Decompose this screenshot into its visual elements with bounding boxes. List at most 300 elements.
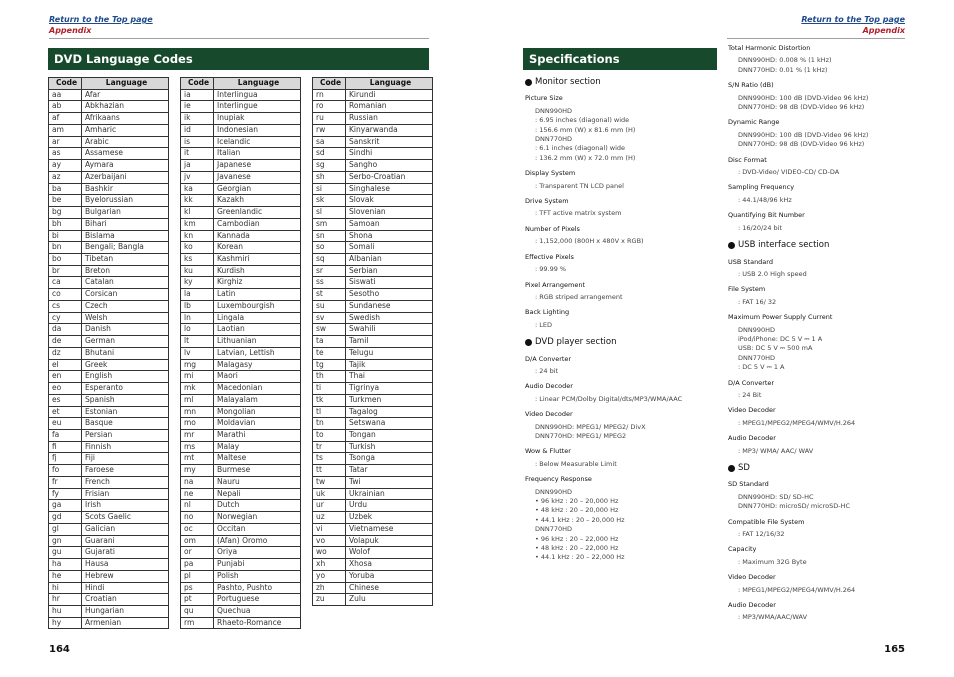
spec-item <box>525 225 720 247</box>
language-name-cell: French <box>82 476 169 488</box>
language-code-cell: dz <box>49 347 82 359</box>
spec-label: Effective Pixels <box>525 252 574 261</box>
bullet-icon <box>525 79 532 86</box>
language-name-cell: Portuguese <box>214 594 301 606</box>
language-name-cell: Albanian <box>346 253 433 265</box>
language-name-cell: Telugu <box>346 347 433 359</box>
table-row <box>181 218 301 230</box>
language-code-cell: he <box>49 570 82 582</box>
table-row <box>181 594 301 606</box>
language-code-cell: ru <box>313 113 346 125</box>
spec-value: : Maximum 32G Byte <box>738 557 807 566</box>
table-row <box>49 230 169 242</box>
table-row <box>313 476 433 488</box>
language-name-cell: Fiji <box>82 453 169 465</box>
language-name-cell: Moldavian <box>214 418 301 430</box>
language-code-cell: ro <box>313 101 346 113</box>
spec-item <box>525 410 720 441</box>
language-name-cell: Xhosa <box>346 559 433 571</box>
spec-label: Wow & Flutter <box>525 447 571 456</box>
table-row <box>49 617 169 629</box>
language-name-cell: Arabic <box>82 136 169 148</box>
table-row <box>49 136 169 148</box>
language-code-cell: eo <box>49 383 82 395</box>
spec-value: : 44.1/48/96 kHz <box>738 195 792 204</box>
language-code-cell: ko <box>181 242 214 254</box>
table-row <box>313 136 433 148</box>
language-name-cell: Spanish <box>82 394 169 406</box>
spec-label: Audio Decoder <box>525 382 573 391</box>
language-name-cell: Finnish <box>82 441 169 453</box>
language-name-cell: Punjabi <box>214 559 301 571</box>
language-code-cell: fi <box>49 441 82 453</box>
language-name-cell: Lithuanian <box>214 336 301 348</box>
spec-label: Video Decoder <box>728 406 776 415</box>
language-code-cell: eu <box>49 418 82 430</box>
language-code-cell: fr <box>49 476 82 488</box>
table-row <box>49 606 169 618</box>
language-name-cell: Azerbaijani <box>82 171 169 183</box>
language-name-cell: Polish <box>214 570 301 582</box>
page-number-left: 164 <box>49 644 70 655</box>
spec-value: DNN770HD: 98 dB (DVD-Video 96 kHz) <box>738 103 865 112</box>
table-row <box>49 535 169 547</box>
subsection-heading-text: DVD player section <box>535 337 617 348</box>
language-code-cell: ba <box>49 183 82 195</box>
language-code-cell: pt <box>181 594 214 606</box>
language-code-cell: ky <box>181 277 214 289</box>
language-name-cell: Nepali <box>214 488 301 500</box>
language-name-cell: Tongan <box>346 430 433 442</box>
table-row <box>181 488 301 500</box>
language-name-cell: Swahili <box>346 324 433 336</box>
language-code-cell: si <box>313 183 346 195</box>
language-code-cell: rn <box>313 89 346 101</box>
language-code-cell: af <box>49 113 82 125</box>
language-name-cell: Georgian <box>214 183 301 195</box>
spec-label: Sampling Frequency <box>728 183 795 192</box>
table-row <box>181 500 301 512</box>
table-row <box>49 559 169 571</box>
language-name-cell: Tajik <box>346 359 433 371</box>
spec-label: Frequency Response <box>525 475 592 484</box>
table-row <box>313 523 433 535</box>
language-code-cell: tt <box>313 465 346 477</box>
language-code-cell: mr <box>181 430 214 442</box>
spec-value: • 44.1 kHz : 20 – 20,000 Hz <box>535 515 625 524</box>
language-code-cell: no <box>181 512 214 524</box>
table-row <box>49 277 169 289</box>
table-header-row <box>181 78 301 90</box>
language-code-cell: oc <box>181 523 214 535</box>
language-code-cell: ga <box>49 500 82 512</box>
table-row <box>181 289 301 301</box>
spec-value: : RGB striped arrangement <box>535 292 623 301</box>
language-name-cell: Frisian <box>82 488 169 500</box>
language-code-cell: sd <box>313 148 346 160</box>
spec-value: • 44.1 kHz : 20 – 22,000 Hz <box>535 553 625 562</box>
language-code-cell: st <box>313 289 346 301</box>
table-row <box>49 195 169 207</box>
table-row <box>313 253 433 265</box>
language-code-cell: de <box>49 336 82 348</box>
language-code-cell: ts <box>313 453 346 465</box>
table-row <box>49 570 169 582</box>
spec-item <box>728 601 908 623</box>
table-row <box>313 547 433 559</box>
language-name-cell: Kannada <box>214 230 301 242</box>
spec-value: DNN990HD <box>738 325 776 334</box>
spec-item <box>728 156 908 178</box>
language-name-cell: Sanskrit <box>346 136 433 148</box>
language-code-cell: as <box>49 148 82 160</box>
return-top-link-left[interactable]: Return to the Top page <box>49 15 153 24</box>
spec-value: : 24 bit <box>535 366 559 375</box>
language-code-cell: tk <box>313 394 346 406</box>
spec-value: : TFT active matrix system <box>535 209 622 218</box>
language-name-cell: Hausa <box>82 559 169 571</box>
table-row <box>181 570 301 582</box>
language-name-cell: Slovenian <box>346 207 433 219</box>
table-row <box>49 160 169 172</box>
language-name-cell: Malagasy <box>214 359 301 371</box>
table-header-row <box>49 78 169 90</box>
language-name-cell: Maltese <box>214 453 301 465</box>
spec-label: Maximum Power Supply Current <box>728 313 833 322</box>
spec-value: : DC 5 V ⎓ 1 A <box>738 363 785 372</box>
table-row <box>49 359 169 371</box>
table-row <box>313 171 433 183</box>
language-code-cell: hu <box>49 606 82 618</box>
spec-label: Display System <box>525 169 576 178</box>
language-name-cell: (Afan) Oromo <box>214 535 301 547</box>
language-name-cell: Danish <box>82 324 169 336</box>
language-code-cell: ml <box>181 394 214 406</box>
table-row <box>181 312 301 324</box>
spec-column-1 <box>525 70 720 569</box>
language-name-cell: Nauru <box>214 476 301 488</box>
language-code-cell: ar <box>49 136 82 148</box>
table-row <box>313 277 433 289</box>
table-row <box>313 570 433 582</box>
spec-item <box>728 573 908 595</box>
spec-value: : FAT 16/ 32 <box>738 297 777 306</box>
table-row <box>49 242 169 254</box>
table-header-row <box>313 78 433 90</box>
language-name-cell: Faroese <box>82 465 169 477</box>
language-name-cell: Czech <box>82 300 169 312</box>
table-row <box>181 171 301 183</box>
language-code-cell: gd <box>49 512 82 524</box>
spec-value: DNN770HD: MPEG1/ MPEG2 <box>535 431 627 440</box>
language-name-cell: Abkhazian <box>82 101 169 113</box>
table-row <box>181 300 301 312</box>
table-row <box>49 418 169 430</box>
language-name-cell: Serbo-Croatian <box>346 171 433 183</box>
language-code-cell: ks <box>181 253 214 265</box>
language-name-cell: Armenian <box>82 617 169 629</box>
spec-label: S/N Ratio (dB) <box>728 81 774 90</box>
language-code-cell: cs <box>49 300 82 312</box>
spec-label: Capacity <box>728 545 757 554</box>
language-name-cell: Twi <box>346 476 433 488</box>
language-name-cell: Sindhi <box>346 148 433 160</box>
language-name-cell: Malay <box>214 441 301 453</box>
language-code-cell: cy <box>49 312 82 324</box>
language-name-cell: Laotian <box>214 324 301 336</box>
spec-subsection-heading <box>728 241 908 250</box>
language-name-cell: Burmese <box>214 465 301 477</box>
language-name-cell: Bislama <box>82 230 169 242</box>
subsection-heading-text: Monitor section <box>535 77 601 87</box>
language-name-cell: Basque <box>82 418 169 430</box>
language-name-cell: Aymara <box>82 160 169 172</box>
table-row <box>49 476 169 488</box>
spec-value: : 16/20/24 bit <box>738 223 782 232</box>
table-row <box>181 547 301 559</box>
spec-value: : MP3/WMA/AAC/WAV <box>738 613 808 622</box>
language-code-cell: sn <box>313 230 346 242</box>
spec-item <box>525 281 720 303</box>
language-code-table-3 <box>312 77 433 606</box>
spec-value: DNN990HD: MPEG1/ MPEG2/ DivX <box>535 422 646 431</box>
table-row <box>49 441 169 453</box>
table-row <box>49 394 169 406</box>
spec-label: Picture Size <box>525 94 563 103</box>
language-code-cell: ia <box>181 89 214 101</box>
spec-item <box>525 169 720 191</box>
language-name-cell: Bhutani <box>82 347 169 359</box>
table-row <box>313 218 433 230</box>
language-code-cell: sq <box>313 253 346 265</box>
spec-value: : MPEG1/MPEG2/MPEG4/WMV/H.264 <box>738 418 856 427</box>
language-code-cell: ka <box>181 183 214 195</box>
language-name-cell: Mongolian <box>214 406 301 418</box>
language-code-cell: sh <box>313 171 346 183</box>
language-name-cell: Bashkir <box>82 183 169 195</box>
table-row <box>181 606 301 618</box>
language-code-cell: tr <box>313 441 346 453</box>
code-column-header: Code <box>313 78 346 90</box>
language-name-cell: Esperanto <box>82 383 169 395</box>
language-code-cell: es <box>49 394 82 406</box>
language-code-cell: kn <box>181 230 214 242</box>
language-name-cell: Norwegian <box>214 512 301 524</box>
table-row <box>181 253 301 265</box>
language-name-cell: Irish <box>82 500 169 512</box>
spec-item <box>728 480 908 511</box>
language-name-cell: Assamese <box>82 148 169 160</box>
spec-value: DNN990HD: SD/ SD-HC <box>738 492 814 501</box>
table-row <box>49 89 169 101</box>
spec-value: DNN770HD <box>535 525 573 534</box>
spec-item <box>728 406 908 428</box>
spec-label: Quantifying Bit Number <box>728 211 805 220</box>
language-code-cell: et <box>49 406 82 418</box>
language-code-cell: to <box>313 430 346 442</box>
spec-subsection-heading <box>728 464 908 473</box>
language-column-header: Language <box>82 78 169 90</box>
table-row <box>313 441 433 453</box>
language-name-cell: Urdu <box>346 500 433 512</box>
table-row <box>49 594 169 606</box>
table-row <box>313 300 433 312</box>
language-name-cell: Gujarati <box>82 547 169 559</box>
language-code-cell: ja <box>181 160 214 172</box>
subsection-heading-text: USB interface section <box>738 240 830 251</box>
table-row <box>313 324 433 336</box>
table-row <box>181 89 301 101</box>
spec-value: : LED <box>535 320 552 329</box>
language-code-cell: ku <box>181 265 214 277</box>
language-code-cell: el <box>49 359 82 371</box>
table-row <box>49 312 169 324</box>
appendix-label-left: Appendix <box>49 26 92 35</box>
spec-value: : DVD-Video/ VIDEO-CD/ CD-DA <box>738 168 840 177</box>
table-row <box>313 512 433 524</box>
language-code-cell: bh <box>49 218 82 230</box>
spec-value: : 136.2 mm (W) x 72.0 mm (H) <box>535 153 636 162</box>
language-code-cell: qu <box>181 606 214 618</box>
table-row <box>313 289 433 301</box>
table-row <box>313 160 433 172</box>
dvd-language-codes-title: DVD Language Codes <box>48 48 429 70</box>
language-code-cell: hy <box>49 617 82 629</box>
language-name-cell: Scots Gaelic <box>82 512 169 524</box>
language-code-cell: hr <box>49 594 82 606</box>
table-row <box>181 347 301 359</box>
appendix-label-right: Appendix <box>862 26 905 35</box>
language-name-cell: Tagalog <box>346 406 433 418</box>
language-name-cell: Hungarian <box>82 606 169 618</box>
language-code-cell: ie <box>181 101 214 113</box>
language-code-cell: ab <box>49 101 82 113</box>
language-name-cell: Pashto, Pushto <box>214 582 301 594</box>
table-row <box>181 582 301 594</box>
table-row <box>313 418 433 430</box>
language-code-cell: mg <box>181 359 214 371</box>
table-row <box>49 171 169 183</box>
language-code-cell: kk <box>181 195 214 207</box>
language-code-cell: ik <box>181 113 214 125</box>
language-name-cell: Greenlandic <box>214 207 301 219</box>
table-row <box>49 465 169 477</box>
spec-label: Video Decoder <box>525 410 573 419</box>
language-name-cell: Sundanese <box>346 300 433 312</box>
table-row <box>181 148 301 160</box>
language-name-cell: English <box>82 371 169 383</box>
table-row <box>181 113 301 125</box>
language-code-cell: lt <box>181 336 214 348</box>
language-code-cell: am <box>49 124 82 136</box>
return-top-link-right[interactable]: Return to the Top page <box>801 15 905 24</box>
spec-value: : 156.6 mm (W) x 81.6 mm (H) <box>535 125 636 134</box>
table-row <box>49 101 169 113</box>
table-row <box>313 465 433 477</box>
language-name-cell: Samoan <box>346 218 433 230</box>
spec-item <box>728 379 908 401</box>
table-row <box>49 430 169 442</box>
spec-value: DNN770HD: microSD/ microSD-HC <box>738 502 851 511</box>
spec-value: : Below Measurable Limit <box>535 459 617 468</box>
language-code-cell: mo <box>181 418 214 430</box>
table-row <box>181 418 301 430</box>
spec-item <box>728 258 908 280</box>
language-code-cell: bo <box>49 253 82 265</box>
table-row <box>313 582 433 594</box>
language-code-cell: rm <box>181 617 214 629</box>
spec-value: DNN990HD: 100 dB (DVD-Video 96 kHz) <box>738 130 869 139</box>
table-row <box>181 430 301 442</box>
language-name-cell: Vietnamese <box>346 523 433 535</box>
table-row <box>49 512 169 524</box>
bullet-icon <box>728 242 735 249</box>
language-code-cell: lv <box>181 347 214 359</box>
spec-value: : 99.99 % <box>535 265 567 274</box>
table-row <box>313 500 433 512</box>
language-name-cell: Hebrew <box>82 570 169 582</box>
language-code-cell: hi <box>49 582 82 594</box>
language-code-cell: sk <box>313 195 346 207</box>
table-row <box>49 183 169 195</box>
spec-item <box>525 355 720 377</box>
language-name-cell: Afrikaans <box>82 113 169 125</box>
table-row <box>49 371 169 383</box>
language-code-cell: jv <box>181 171 214 183</box>
spec-value: DNN990HD <box>535 487 573 496</box>
spec-value: : Linear PCM/Dolby Digital/dts/MP3/WMA/AAC <box>535 394 683 403</box>
spec-value: • 96 kHz : 20 – 22,000 Hz <box>535 534 619 543</box>
spec-value: • 48 kHz : 20 – 20,000 Hz <box>535 506 619 515</box>
spec-value: • 48 kHz : 20 – 22,000 Hz <box>535 544 619 553</box>
language-code-cell: ti <box>313 383 346 395</box>
language-code-cell: ca <box>49 277 82 289</box>
language-name-cell: Somali <box>346 242 433 254</box>
spec-label: Number of Pixels <box>525 224 580 233</box>
table-row <box>313 183 433 195</box>
spec-value: DNN990HD <box>535 106 573 115</box>
spec-value: : MP3/ WMA/ AAC/ WAV <box>738 446 814 455</box>
language-code-cell: mt <box>181 453 214 465</box>
language-code-cell: bg <box>49 207 82 219</box>
spec-label: Audio Decoder <box>728 434 776 443</box>
language-name-cell: Kazakh <box>214 195 301 207</box>
spec-item <box>728 313 908 372</box>
language-code-cell: br <box>49 265 82 277</box>
language-name-cell: Inupiak <box>214 113 301 125</box>
spec-label: SD Standard <box>728 480 769 489</box>
language-name-cell: Persian <box>82 430 169 442</box>
language-code-cell: ur <box>313 500 346 512</box>
table-row <box>181 207 301 219</box>
language-column-header: Language <box>346 78 433 90</box>
language-code-cell: ss <box>313 277 346 289</box>
spec-value: • 96 kHz : 20 – 20,000 Hz <box>535 497 619 505</box>
language-name-cell: Bihari <box>82 218 169 230</box>
code-column-header: Code <box>181 78 214 90</box>
language-code-cell: rw <box>313 124 346 136</box>
language-name-cell: Rhaeto-Romance <box>214 617 301 629</box>
table-row <box>313 89 433 101</box>
table-row <box>313 148 433 160</box>
language-name-cell: Marathi <box>214 430 301 442</box>
spec-item <box>525 197 720 219</box>
code-column-header: Code <box>49 78 82 90</box>
table-row <box>181 359 301 371</box>
language-code-cell: om <box>181 535 214 547</box>
spec-column-2 <box>728 44 908 629</box>
language-name-cell: Lingala <box>214 312 301 324</box>
